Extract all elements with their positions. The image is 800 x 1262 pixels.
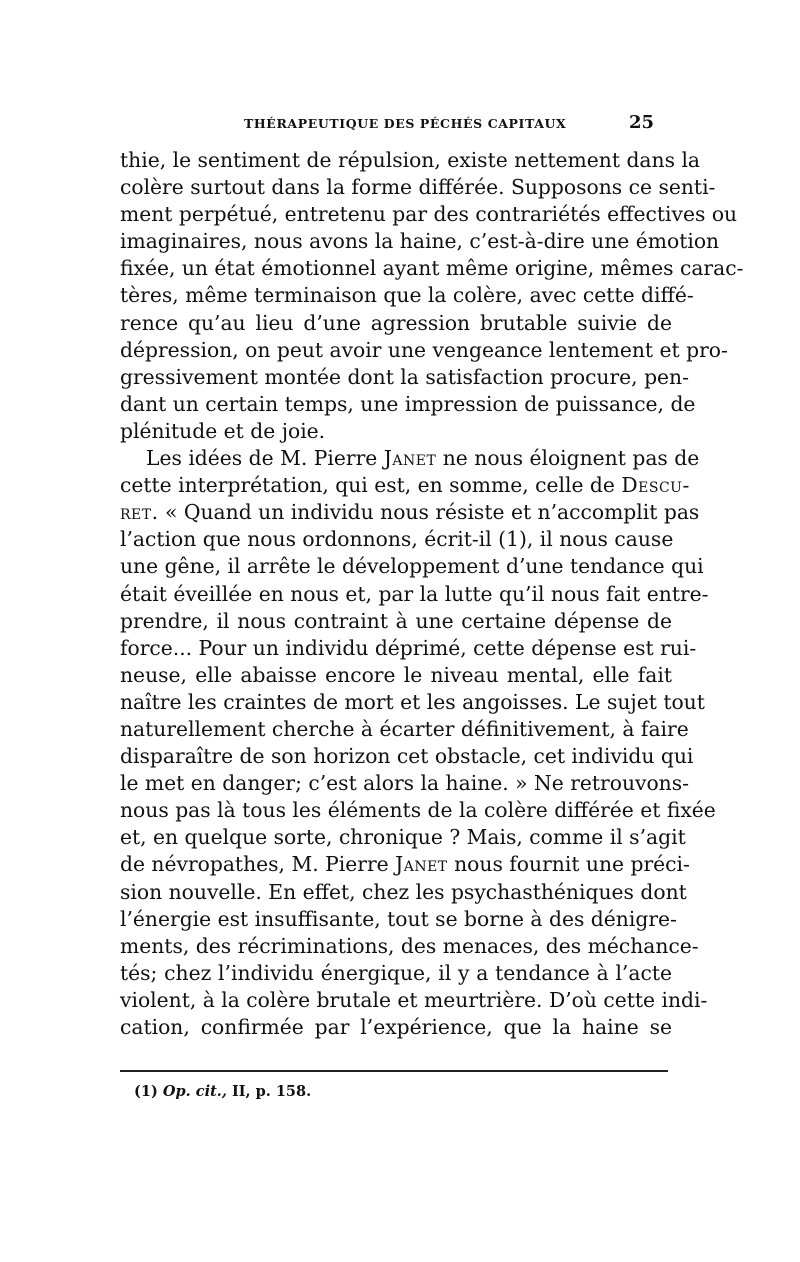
text-line: colère surtout dans la forme différée. Supposons ce senti- — [120, 175, 716, 200]
text-line: tés; chez l’individu énergique, il y a tendance à l’acte — [120, 960, 672, 985]
footnote-text: II, p. 158. — [231, 1083, 312, 1100]
footnote-marker: (1) — [134, 1083, 158, 1100]
text-line: violent, à la colère brutale et meurtrière. D’où cette indi- — [120, 987, 708, 1012]
line-segment: « Quand un individu nous résiste et n’accomplit pas — [165, 500, 700, 525]
text-line: était éveillée en nous et, par la lutte qu’il nous fait entre- — [120, 581, 709, 606]
text-line: l’action que nous ordonnons, écrit-il (1), il nous cause — [120, 527, 674, 552]
text-line: neuse, elle abaisse encore le niveau mental, elle fait — [120, 662, 672, 687]
text-line: une gêne, il arrête le développement d’une tendance qui — [120, 554, 704, 579]
text-line: force... Pour un individu déprimé, cette dépense est rui- — [120, 635, 697, 660]
text-line: le met en danger; c’est alors la haine. » Ne retrouvons- — [120, 771, 690, 796]
text-line: plénitude et de joie. — [120, 418, 326, 443]
text-line: cation, confirmée par l’expérience, que la haine se — [120, 1015, 672, 1039]
text-line — [120, 851, 690, 878]
text-line: sion nouvelle. En effet, chez les psychasthéniques dont — [120, 879, 687, 904]
footnote-reference: Op. cit., — [162, 1083, 227, 1100]
text-line: tères, même terminaison que la colère, avec cette diffé- — [120, 283, 694, 308]
text-line: thie, le sentiment de répulsion, existe nettement dans la — [120, 148, 701, 172]
text-line: gressivement montée dont la satisfaction procure, pen- — [120, 364, 689, 389]
line-segment: nous fournit une préci- — [454, 852, 690, 877]
text-line — [120, 499, 700, 526]
text-line: fixée, un état émotionnel ayant même origine, mêmes carac- — [120, 256, 744, 281]
text-line — [120, 472, 690, 499]
text-line — [120, 445, 700, 472]
page-number: 25 — [628, 112, 654, 133]
footnote — [134, 1083, 311, 1100]
author-name: Janet — [395, 852, 448, 877]
line-segment: Les idées de M. Pierre — [146, 446, 378, 471]
author-name: Descu- — [621, 473, 690, 498]
line-segment: de névropathes, M. Pierre — [120, 852, 389, 877]
line-segment: ne nous éloignent pas de — [442, 446, 700, 471]
body-text — [120, 147, 744, 1041]
text-line: dant un certain temps, une impression de puissance, de — [120, 391, 696, 416]
text-line: ment perpétué, entretenu par des contrariétés effectives ou — [120, 202, 738, 227]
text-line: et, en quelque sorte, chronique ? Mais, comme il s’agit — [120, 825, 686, 850]
text-line: imaginaires, nous avons la haine, c’est-à-dire une émotion — [120, 229, 720, 254]
text-line: naître les craintes de mort et les angoisses. Le sujet tout — [120, 689, 705, 714]
text-line: naturellement cherche à écarter définitivement, à faire — [120, 716, 689, 741]
author-name: Janet — [383, 446, 437, 471]
text-line: dépression, on peut avoir une vengeance lentement et pro- — [120, 337, 728, 362]
text-line: prendre, il nous contraint à une certaine dépense de — [120, 608, 672, 633]
running-head — [120, 114, 654, 136]
text-line: disparaître de son horizon cet obstacle, cet individu qui — [120, 744, 694, 769]
running-title: THÉRAPEUTIQUE DES PÉCHÉS CAPITAUX — [244, 116, 567, 131]
line-segment: cette interprétation, qui est, en somme, celle de — [120, 473, 615, 498]
text-line: l’énergie est insuffisante, tout se borne à des dénigre- — [120, 906, 677, 931]
footnote-rule — [120, 1070, 668, 1072]
text-line: ments, des récriminations, des menaces, des méchance- — [120, 933, 699, 958]
text-line: nous pas là tous les éléments de la colère différée et fixée — [120, 798, 716, 823]
text-line: rence qu’au lieu d’une agression brutable suivie de — [120, 310, 672, 335]
author-name: ret. — [120, 500, 159, 525]
